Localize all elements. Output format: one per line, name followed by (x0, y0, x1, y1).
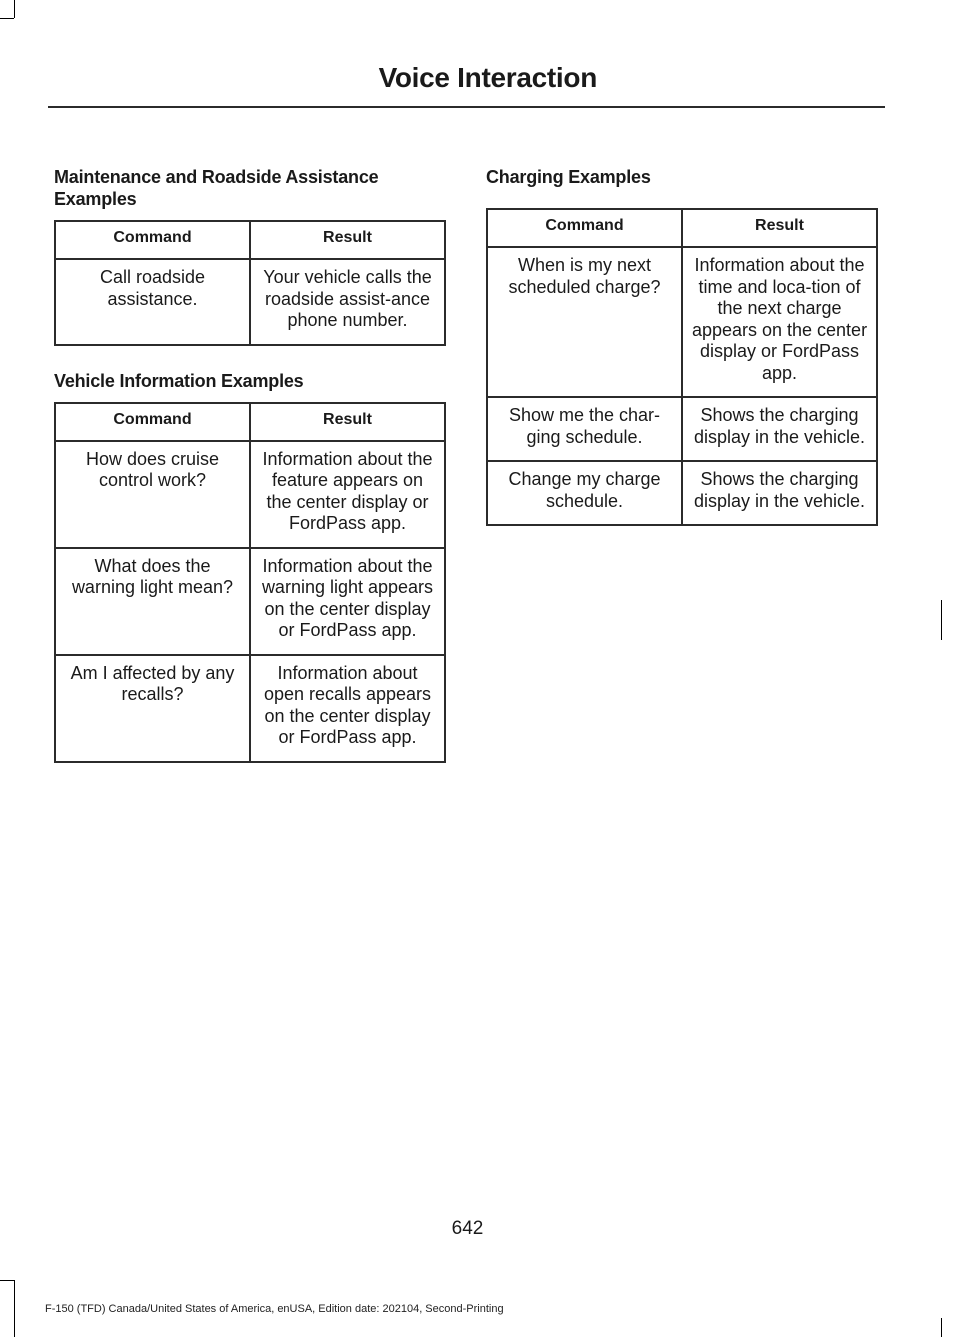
result-cell: Your vehicle calls the roadside assist-ance phone number. (250, 259, 445, 345)
crop-mark (14, 0, 15, 18)
footer-edition-info: F-150 (TFD) Canada/United States of America, enUSA, Edition date: 202104, Second-Printing (45, 1303, 504, 1315)
page-number: 642 (451, 1218, 484, 1239)
crop-mark (0, 1280, 14, 1281)
crop-mark (14, 1280, 15, 1337)
vehicle-info-heading: Vehicle Information Examples (54, 370, 304, 391)
result-cell: Information about the feature appears on the center display or FordPass app. (250, 441, 445, 548)
table-row (487, 461, 877, 525)
column-header-result: Result (250, 403, 445, 441)
command-cell: Am I affected by any recalls? (55, 655, 250, 762)
page-title: Voice Interaction (378, 62, 597, 93)
crop-mark (0, 18, 14, 19)
table-header-row (55, 403, 445, 441)
maintenance-heading: Maintenance and Roadside Assistance Examples (54, 167, 379, 209)
column-header-result: Result (250, 221, 445, 259)
table-row (487, 397, 877, 461)
result-cell: Information about the warning light appears on the center display or FordPass app. (250, 548, 445, 655)
command-cell: How does cruise control work? (55, 441, 250, 548)
result-cell: Information about open recalls appears on the center display or FordPass app. (250, 655, 445, 762)
right-column (486, 166, 878, 550)
vehicle-info-table (54, 402, 446, 763)
charging-table (486, 208, 878, 526)
column-header-result: Result (682, 209, 877, 247)
result-cell: Shows the charging display in the vehicle. (682, 461, 877, 525)
column-header-command: Command (55, 221, 250, 259)
table-row (55, 441, 445, 548)
column-header-command: Command (487, 209, 682, 247)
table-row (487, 247, 877, 397)
command-cell: What does the warning light mean? (55, 548, 250, 655)
result-cell: Information about the time and loca-tion of the next charge appears on the center display or FordPass app. (682, 247, 877, 397)
table-row (55, 655, 445, 762)
table-row (55, 259, 445, 345)
result-cell: Shows the charging display in the vehicle. (682, 397, 877, 461)
command-cell: Call roadside assistance. (55, 259, 250, 345)
command-cell: When is my next scheduled charge? (487, 247, 682, 397)
command-cell: Change my charge schedule. (487, 461, 682, 525)
left-column (54, 166, 446, 787)
command-cell: Show me the char-ging schedule. (487, 397, 682, 461)
crop-mark (941, 1318, 942, 1337)
table-header-row (55, 221, 445, 259)
table-header-row (487, 209, 877, 247)
table-row (55, 548, 445, 655)
header-rule (48, 106, 885, 108)
maintenance-table (54, 220, 446, 346)
column-header-command: Command (55, 403, 250, 441)
crop-mark (941, 600, 942, 640)
charging-heading: Charging Examples (486, 167, 651, 187)
